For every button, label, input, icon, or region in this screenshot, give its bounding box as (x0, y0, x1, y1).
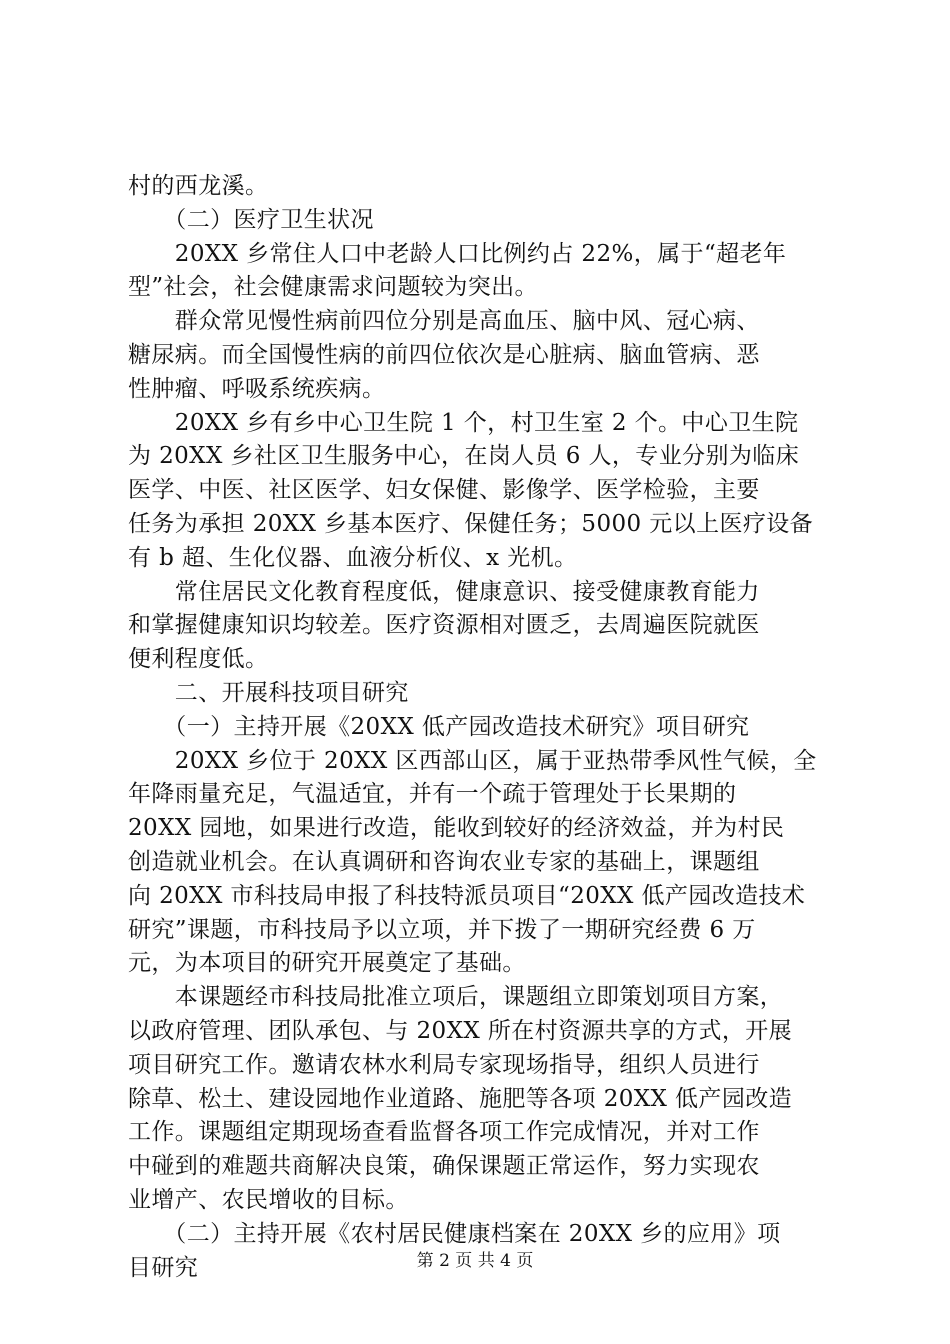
text-line: 元，为本项目的研究开展奠定了基础。 (128, 950, 526, 977)
text-line: 性肿瘤、呼吸系统疾病。 (128, 375, 386, 402)
text-line: 常住居民文化教育程度低，健康意识、接受健康教育能力 (128, 578, 760, 605)
text-line: 20XX 乡有乡中心卫生院 1 个，村卫生室 2 个。中心卫生院 (128, 409, 799, 436)
text-line: 目研究 (128, 1254, 199, 1281)
text-line: 本课题经市科技局批准立项后，课题组立即策划项目方案， (128, 984, 784, 1011)
section-heading: （一）主持开展《20XX 低产园改造技术研究》项目研究 (128, 713, 750, 740)
document-body (128, 170, 828, 1285)
text-line: 医学、中医、社区医学、妇女保健、影像学、医学检验，主要 (128, 477, 760, 504)
text-line: 20XX 园地，如果进行改造，能收到较好的经济效益，并为村民 (128, 815, 785, 842)
text-line: 向 20XX 市科技局申报了科技特派员项目“20XX 低产园改造技术 (128, 882, 806, 909)
text-line: 为 20XX 乡社区卫生服务中心，在岗人员 6 人，专业分别为临床 (128, 443, 800, 470)
text-line: 业增产、农民增收的目标。 (128, 1186, 409, 1213)
text-line: 和掌握健康知识均较差。医疗资源相对匮乏，去周遍医院就医 (128, 612, 760, 639)
text-line: 研究”课题，市科技局予以立项，并下拨了一期研究经费 6 万 (128, 916, 756, 943)
text-line: 20XX 乡位于 20XX 区西部山区，属于亚热带季风性气候，全 (128, 747, 817, 774)
text-line: 中碰到的难题共商解决良策，确保课题正常运作，努力实现农 (128, 1153, 760, 1180)
text-line: 工作。课题组定期现场查看监督各项工作完成情况，并对工作 (128, 1119, 760, 1146)
text-line: 创造就业机会。在认真调研和咨询农业专家的基础上，课题组 (128, 848, 760, 875)
text-line: 村的西龙溪。 (128, 173, 269, 199)
text-line: 便利程度低。 (128, 646, 269, 673)
text-line: 除草、松土、建设园地作业道路、施肥等各项 20XX 低产园改造 (128, 1085, 793, 1112)
text-line: 以政府管理、团队承包、与 20XX 所在村资源共享的方式，开展 (128, 1017, 793, 1044)
section-heading: 二、开展科技项目研究 (128, 679, 409, 706)
section-heading: （二）主持开展《农村居民健康档案在 20XX 乡的应用》项 (128, 1220, 781, 1247)
text-line: 任务为承担 20XX 乡基本医疗、保健任务；5000 元以上医疗设备 (128, 510, 814, 537)
text-line: 年降雨量充足，气温适宜，并有一个疏于管理处于长果期的 (128, 781, 737, 808)
text-line: 有 b 超、生化仪器、血液分析仪、x 光机。 (128, 544, 578, 571)
text-line: 20XX 乡常住人口中老龄人口比例约占 22%，属于“超老年 (128, 240, 787, 267)
text-line: 糖尿病。而全国慢性病的前四位依次是心脏病、脑血管病、恶 (128, 341, 760, 368)
text-line: 群众常见慢性病前四位分别是高血压、脑中风、冠心病、 (128, 308, 760, 335)
page-footer: 第 2 页 共 4 页 (416, 1251, 534, 1271)
text-line: 项目研究工作。邀请农林水利局专家现场指导，组织人员进行 (128, 1051, 760, 1078)
section-heading: （二）医疗卫生状况 (128, 206, 374, 233)
text-line: 型”社会，社会健康需求问题较为突出。 (128, 274, 538, 301)
